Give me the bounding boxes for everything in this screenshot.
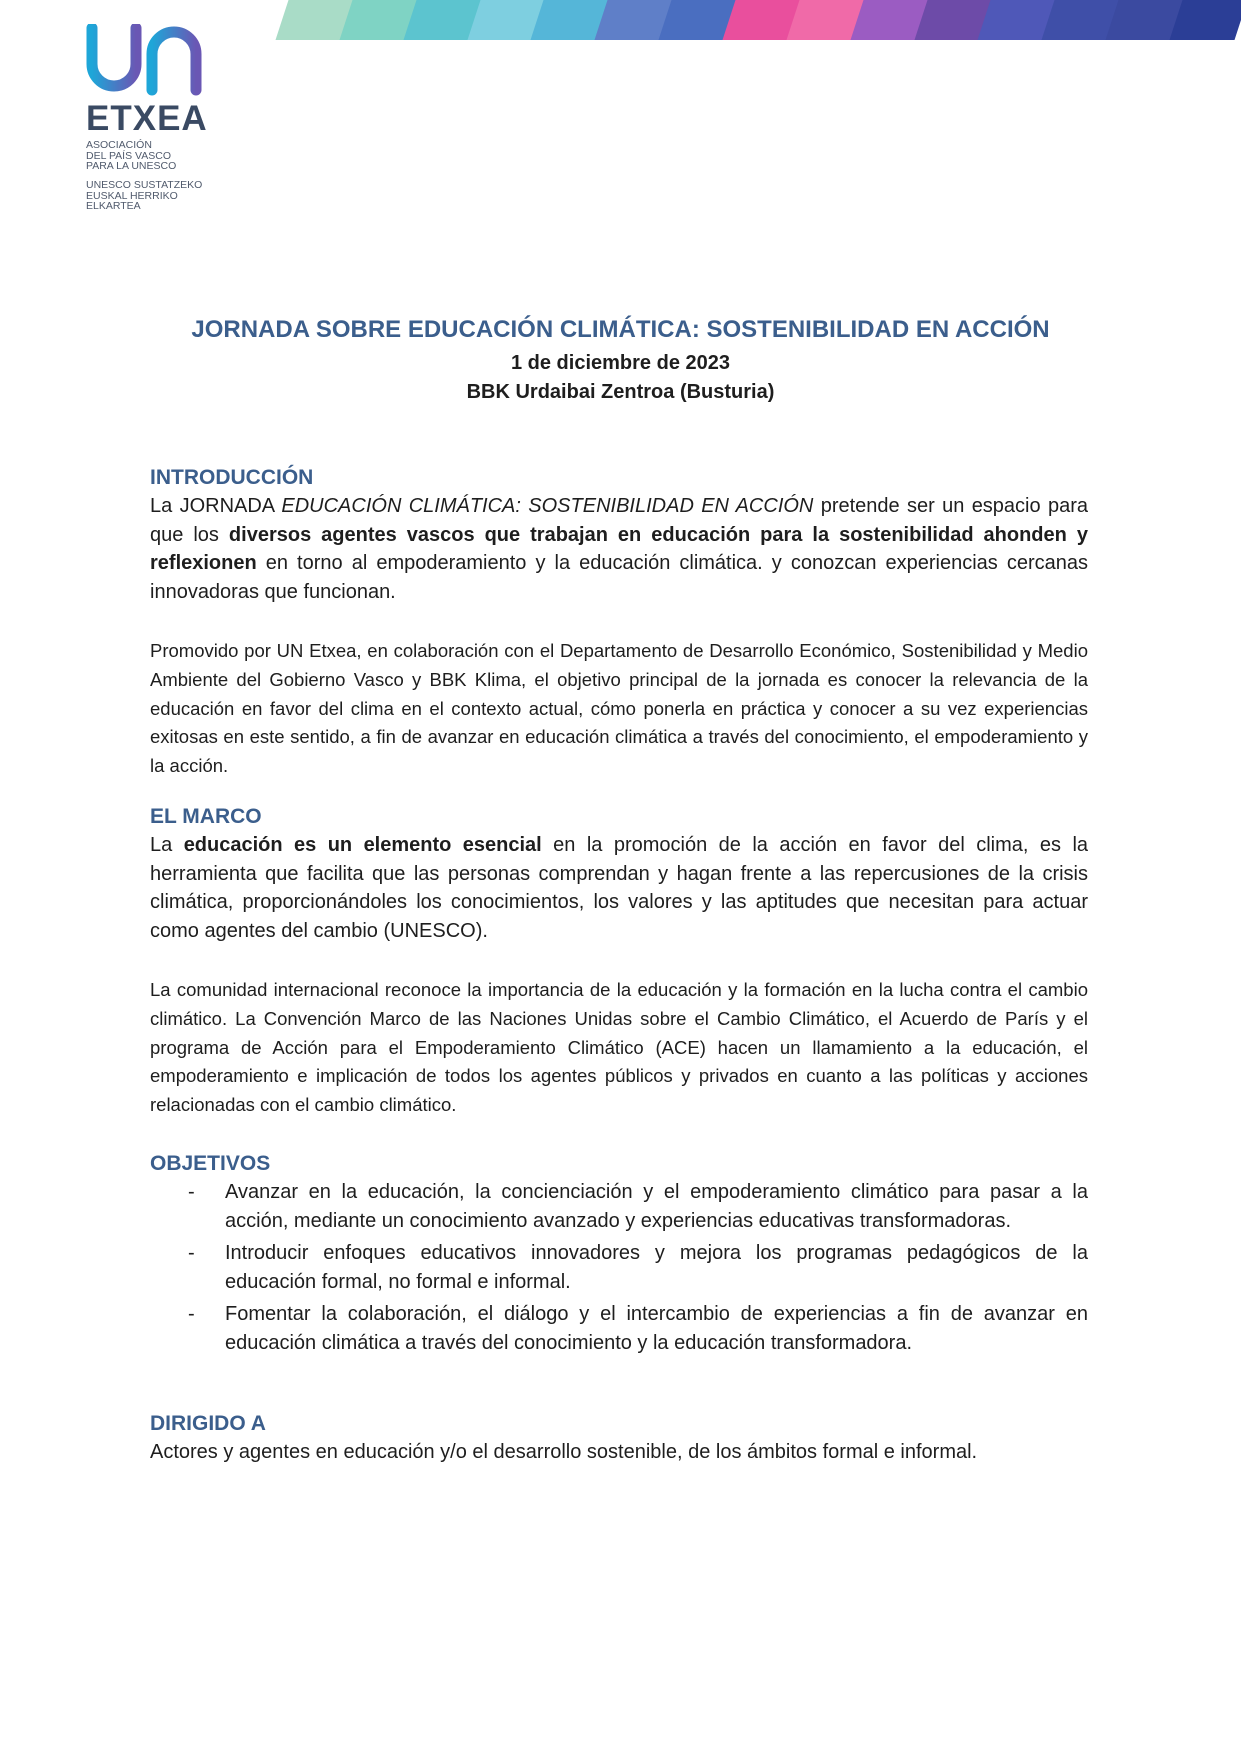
event-date: 1 de diciembre de 2023 — [510, 352, 730, 374]
list-item: - Introducir enfoques educativos innovadores y mejora los programas pedagógicos de la educación formal, no formal e informal. — [150, 1239, 1088, 1296]
logo-tagline-line: ASOCIACIÓN — [86, 139, 152, 151]
list-item: - Fomentar la colaboración, el diálogo y el intercambio de experiencias a fin de avanzar en educación climática a través del conocimiento y la educación transformadora. — [150, 1300, 1088, 1357]
header-color-banner — [283, 0, 1241, 40]
intro-paragraph-1: La JORNADA EDUCACIÓN CLIMÁTICA: SOSTENIBILIDAD EN ACCIÓN pretende ser un espacio para que los diversos agentes vascos que trabajan en educación para la sostenibilidad ahonden y reflexionen en torno al empoderamiento y la educación climática. y conozcan experiencias cercanas innovadoras que funcionan. — [150, 495, 1088, 603]
section-heading: OBJETIVOS — [150, 1152, 271, 1175]
logo-tagline-line: DEL PAÍS VASCO — [86, 149, 171, 162]
logo-lettering: ETXEA — [86, 99, 208, 138]
section-heading: INTRODUCCIÓN — [150, 466, 314, 489]
document-title: JORNADA SOBRE EDUCACIÓN CLIMÁTICA: SOSTENIBILIDAD EN ACCIÓN — [191, 316, 1050, 343]
logo-tagline-line: EUSKAL HERRIKO — [86, 189, 178, 202]
objetivos-list — [150, 1178, 1088, 1358]
marco-paragraph-1: La educación es un elemento esencial en la promoción de la acción en favor del clima, es la herramienta que facilita que las personas comprendan y hagan frente a las repercusiones de la crisis climática, proporcionándoles los conocimientos, los valores y las aptitudes que necesitan para actuar como agentes del cambio (UNESCO). — [150, 834, 1089, 942]
logo-tagline-eu — [86, 180, 202, 212]
logo-tagline-line: PARA LA UNESCO — [86, 160, 177, 172]
section-dirigido-a — [150, 1410, 1088, 1467]
intro-paragraph-2: Promovido por UN Etxea, en colaboración con el Departamento de Desarrollo Económico, Sostenibilidad y Medio Ambiente del Gobierno Vasco y BBK Klima, el objetivo principal de la jornada es conocer la relevancia de la educación en favor del clima en el contexto actual, cómo ponerla en práctica y conocer a su vez experiencias exitosas en este sentido, a fin de avanzar en educación climática a través del conocimiento, el empoderamiento y la acción. — [150, 640, 1088, 776]
dirigido-text: Actores y agentes en educación y/o el desarrollo sostenible, de los ámbitos formal e informal. — [150, 1441, 978, 1463]
section-heading: EL MARCO — [150, 805, 262, 828]
section-introduccion — [150, 464, 1088, 780]
section-objetivos — [150, 1150, 1088, 1362]
list-item: - Avanzar en la educación, la concienciación y el empoderamiento climático para pasar a la acción, mediante un conocimiento avanzado y experiencias educativas transformadoras. — [150, 1178, 1088, 1235]
banner-stripe — [1170, 0, 1241, 40]
un-logo-mark — [86, 24, 204, 96]
marco-paragraph-2: La comunidad internacional reconoce la importancia de la educación y la formación en la lucha contra el cambio climático. La Convención Marco de las Naciones Unidas sobre el Cambio Climático, el Acuerdo de París y el programa de Acción para el Empoderamiento Climático (ACE) hacen un llamamiento a la educación, el empoderamiento e implicación de todos los agentes públicos y privados en cuanto a las políticas y acciones relacionadas con el cambio climático. — [150, 979, 1088, 1115]
logo-tagline-line: ELKARTEA — [86, 200, 141, 212]
section-el-marco — [150, 803, 1088, 1119]
un-etxea-logo — [86, 24, 216, 224]
event-venue: BBK Urdaibai Zentroa (Busturia) — [466, 381, 775, 403]
logo-tagline-es — [86, 140, 176, 172]
logo-tagline-line: UNESCO SUSTATZEKO — [86, 179, 203, 191]
section-heading: DIRIGIDO A — [150, 1412, 266, 1435]
